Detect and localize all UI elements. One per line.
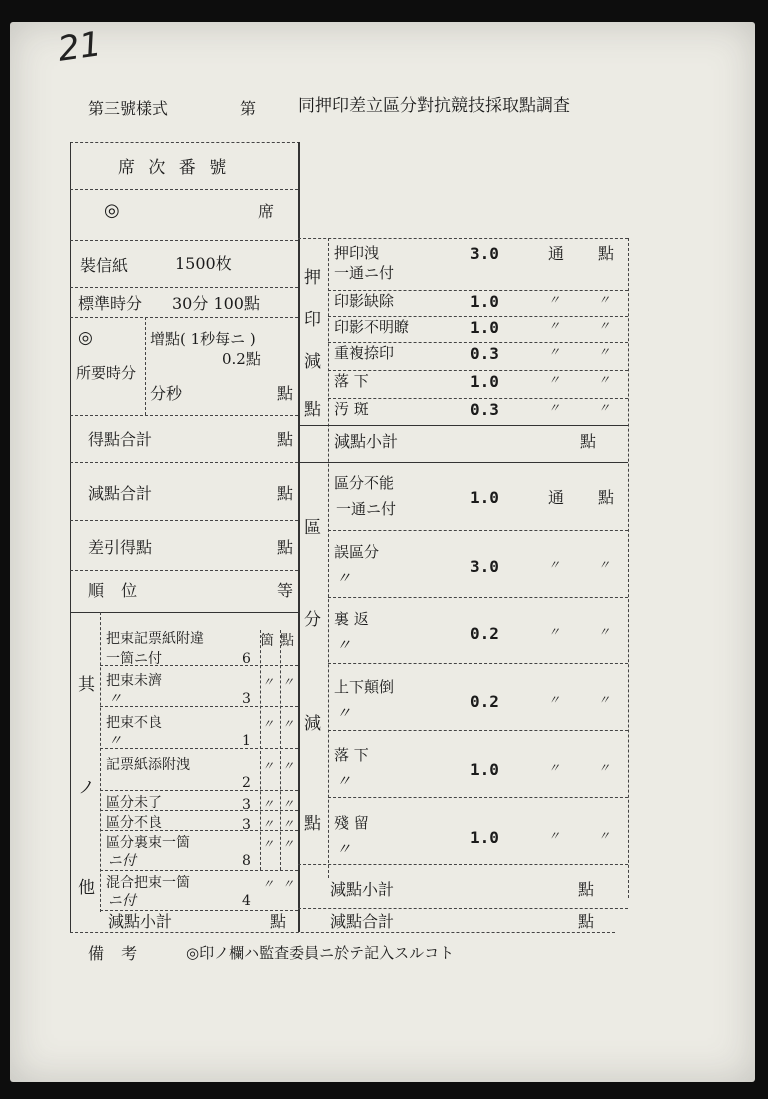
stamp-item-unit: 〃 — [598, 345, 611, 359]
stamp-item-value: 0.3 — [470, 400, 499, 419]
other-item-qty: 3 — [242, 797, 251, 813]
other-item-ditto: 〃 — [282, 759, 295, 773]
stamp-item-value: 1.0 — [470, 372, 499, 391]
sort-item-name: 上下顛倒 — [334, 678, 395, 696]
other-head-qty: 6 — [242, 651, 251, 667]
sort-item-value: 1.0 — [470, 488, 499, 507]
stamp-item-name: 印影不明瞭 — [334, 318, 410, 336]
other-head-1: 把束記票紙附違 — [106, 631, 204, 647]
row-line — [70, 240, 298, 241]
section-col — [328, 238, 329, 878]
other-item-ditto: 〃 — [262, 797, 275, 811]
sort-item-unit: 〃 — [548, 625, 561, 639]
score-total: 得點合計 — [88, 430, 153, 449]
other-item-ditto: 〃 — [262, 717, 275, 731]
seat-suffix: 席 — [258, 202, 275, 221]
row-line — [328, 530, 628, 531]
sort-item-value: 0.2 — [470, 692, 499, 711]
sort-item-unit: 〃 — [548, 693, 561, 707]
sort-item-sub: 一通ニ付 — [336, 500, 397, 518]
minsec-unit: 點 — [277, 384, 294, 403]
sort-item-unit: 點 — [598, 488, 615, 507]
page-number: 21 — [55, 24, 104, 70]
sort-section-char: 分 — [304, 610, 321, 630]
other-item-name: 把束未濟 — [106, 673, 162, 689]
row-line — [328, 730, 628, 731]
deduct-total: 減點合計 — [88, 484, 153, 503]
other-item-ditto: 〃 — [282, 675, 295, 689]
form-title: 同押印差立區分對抗競技採取點調査 — [298, 96, 570, 116]
other-item-ditto: 〃 — [282, 797, 295, 811]
row-line — [70, 570, 298, 571]
sort-item-sub: 〃 — [336, 840, 352, 858]
sort-section-char: 區 — [304, 518, 321, 538]
stamp-item-name: 押印洩 — [334, 244, 380, 262]
sort-item-unit: 通 — [548, 488, 565, 507]
net-score: 差引得點 — [88, 538, 153, 557]
frame-right — [628, 238, 629, 898]
grand-total: 減點合計 — [330, 912, 395, 931]
paper-label: 裝信紙 — [80, 256, 129, 275]
seat-circle: ◎ — [104, 200, 120, 221]
sort-item-unit: 〃 — [548, 761, 561, 775]
stamp-subtotal: 減點小計 — [334, 432, 399, 451]
stamp-item-name: 汚 斑 — [334, 400, 369, 418]
stamp-item-unit: 〃 — [548, 401, 561, 415]
req-col — [145, 317, 146, 415]
stamp-item-unit: 〃 — [548, 293, 561, 307]
row-line — [70, 462, 298, 463]
row-line — [70, 520, 298, 521]
row-line — [328, 597, 628, 598]
sort-item-unit: 〃 — [548, 829, 561, 843]
net-score-unit: 點 — [277, 538, 294, 557]
stamp-item-name: 落 下 — [334, 372, 369, 390]
sort-item-value: 1.0 — [470, 828, 499, 847]
deduct-total-unit: 點 — [277, 484, 294, 503]
other-label-top: 其 — [78, 675, 95, 695]
other-item-ditto: 〃 — [262, 817, 275, 831]
sort-section-char: 點 — [304, 814, 321, 834]
other-item-name: 把束不良 — [106, 715, 162, 731]
sort-item-name: 落 下 — [334, 746, 369, 764]
other-item-ditto: 〃 — [262, 877, 275, 891]
minsec-label: 分秒 — [150, 384, 183, 403]
sort-subtotal-unit: 點 — [578, 880, 595, 899]
sort-item-name: 裏 返 — [334, 610, 369, 628]
stamp-item-unit: 〃 — [548, 319, 561, 333]
other-item-ditto: 〃 — [262, 675, 275, 689]
stamp-item-unit: 點 — [598, 244, 615, 263]
sort-item-sub: 〃 — [336, 704, 352, 722]
row-line — [100, 748, 298, 749]
stamp-item-unit: 〃 — [598, 293, 611, 307]
rank-suffix: 等 — [277, 581, 294, 600]
sort-item-value: 3.0 — [470, 557, 499, 576]
row-line — [70, 415, 298, 416]
other-item-qty: 2 — [242, 775, 251, 791]
row-line — [298, 238, 628, 239]
row-line — [100, 790, 298, 791]
req-label: 所要時分 — [76, 364, 137, 382]
form-dai: 第 — [240, 99, 257, 118]
std-label: 標準時分 — [78, 294, 143, 313]
inc-value: 0.2點 — [222, 350, 261, 368]
other-item-qty: 3 — [242, 691, 251, 707]
grand-total-unit: 點 — [578, 912, 595, 931]
row-line — [298, 425, 628, 426]
stamp-section-char: 點 — [304, 400, 321, 420]
sort-item-name: 區分不能 — [334, 474, 395, 492]
sort-item-sub: 〃 — [336, 772, 352, 790]
row-line — [328, 398, 628, 399]
frame-top — [70, 142, 300, 143]
other-head-unit2: 點 — [280, 633, 294, 649]
row-line — [328, 370, 628, 371]
seat-title: 席 次 番 號 — [118, 158, 231, 178]
other-item-sub: ニ付 — [108, 853, 136, 869]
stamp-section-char: 減 — [304, 352, 321, 372]
other-item-name: 記票紙添附洩 — [106, 757, 190, 773]
sort-item-unit: 〃 — [598, 625, 611, 639]
stamp-item-unit: 〃 — [598, 319, 611, 333]
other-item-name: 區分未了 — [106, 795, 162, 811]
row-line — [70, 612, 298, 613]
row-line — [298, 908, 628, 909]
other-item-sub: 〃 — [108, 691, 122, 707]
sort-item-unit: 〃 — [598, 761, 611, 775]
other-item-qty: 4 — [242, 893, 251, 909]
other-head-unit1: 箇 — [260, 633, 274, 649]
footer-note: ◎印ノ欄ハ監査委員ニ於テ記入スルコト — [186, 944, 455, 962]
req-circle: ◎ — [78, 328, 93, 348]
row-line — [100, 706, 298, 707]
sort-item-name: 殘 留 — [334, 814, 369, 832]
stamp-item-value: 1.0 — [470, 318, 499, 337]
other-subtotal: 減點小計 — [108, 912, 173, 931]
sort-item-sub: 〃 — [336, 569, 352, 587]
row-line — [328, 290, 628, 291]
other-item-ditto: 〃 — [282, 817, 295, 831]
other-col — [100, 612, 101, 912]
rank-label: 順 位 — [88, 581, 144, 600]
stamp-item-value: 1.0 — [470, 292, 499, 311]
stamp-item-value: 3.0 — [470, 244, 499, 263]
other-item-ditto: 〃 — [282, 837, 295, 851]
other-item-ditto: 〃 — [262, 837, 275, 851]
sort-subtotal: 減點小計 — [330, 880, 395, 899]
row-line — [100, 870, 298, 871]
stamp-item-name: 印影缺除 — [334, 292, 395, 310]
footer-label: 備 考 — [88, 944, 144, 963]
frame-mid — [298, 142, 300, 932]
inc-label: 增點( 1秒每ニ ) — [150, 330, 256, 348]
stamp-item-unit: 通 — [548, 244, 565, 263]
other-item-name: 混合把束一箇 — [106, 875, 190, 891]
sort-item-sub: 〃 — [336, 636, 352, 654]
row-line — [328, 342, 628, 343]
stamp-item-sub: 一通ニ付 — [334, 264, 395, 282]
row-line — [298, 462, 628, 463]
score-total-unit: 點 — [277, 430, 294, 449]
paper-value: 1500枚 — [175, 254, 232, 273]
other-item-ditto: 〃 — [262, 759, 275, 773]
stamp-section-char: 印 — [304, 310, 321, 330]
stamp-item-value: 0.3 — [470, 344, 499, 363]
sort-item-unit: 〃 — [548, 558, 561, 572]
other-item-ditto: 〃 — [282, 877, 295, 891]
row-line — [328, 663, 628, 664]
other-head-2: 一箇ニ付 — [106, 651, 162, 667]
row-line — [70, 189, 298, 190]
other-subtotal-unit: 點 — [270, 912, 287, 931]
frame-bottom — [70, 932, 615, 933]
other-item-qty: 3 — [242, 817, 251, 833]
row-line — [298, 864, 628, 865]
other-item-sub: ニ付 — [108, 893, 136, 909]
other-label-mid: ノ — [78, 778, 95, 798]
form-label: 第三號樣式 — [88, 99, 169, 118]
sort-item-name: 誤區分 — [334, 543, 380, 561]
other-item-name: 區分裏束一箇 — [106, 835, 190, 851]
sort-item-unit: 〃 — [598, 693, 611, 707]
row-line — [328, 316, 628, 317]
sort-item-unit: 〃 — [598, 829, 611, 843]
stamp-item-unit: 〃 — [598, 373, 611, 387]
stamp-subtotal-unit: 點 — [580, 432, 597, 451]
stamp-item-unit: 〃 — [548, 345, 561, 359]
stamp-item-name: 重複捺印 — [334, 344, 395, 362]
other-item-name: 區分不良 — [106, 815, 162, 831]
unit-col-1 — [260, 630, 261, 870]
other-item-qty: 1 — [242, 733, 251, 749]
sort-item-value: 0.2 — [470, 624, 499, 643]
stamp-item-unit: 〃 — [548, 373, 561, 387]
other-label-bot: 他 — [78, 878, 95, 898]
stamp-item-unit: 〃 — [598, 401, 611, 415]
row-line — [70, 317, 298, 318]
row-line — [100, 910, 298, 911]
other-item-sub: 〃 — [108, 733, 122, 749]
other-item-ditto: 〃 — [282, 717, 295, 731]
std-value: 30分 100點 — [172, 294, 260, 313]
frame-left — [70, 142, 71, 932]
row-line — [70, 287, 298, 288]
sort-item-value: 1.0 — [470, 760, 499, 779]
row-line — [328, 797, 628, 798]
sort-section-char: 減 — [304, 714, 321, 734]
unit-col-2 — [280, 630, 281, 870]
sort-item-unit: 〃 — [598, 558, 611, 572]
other-item-qty: 8 — [242, 853, 251, 869]
stamp-section-char: 押 — [304, 268, 321, 288]
